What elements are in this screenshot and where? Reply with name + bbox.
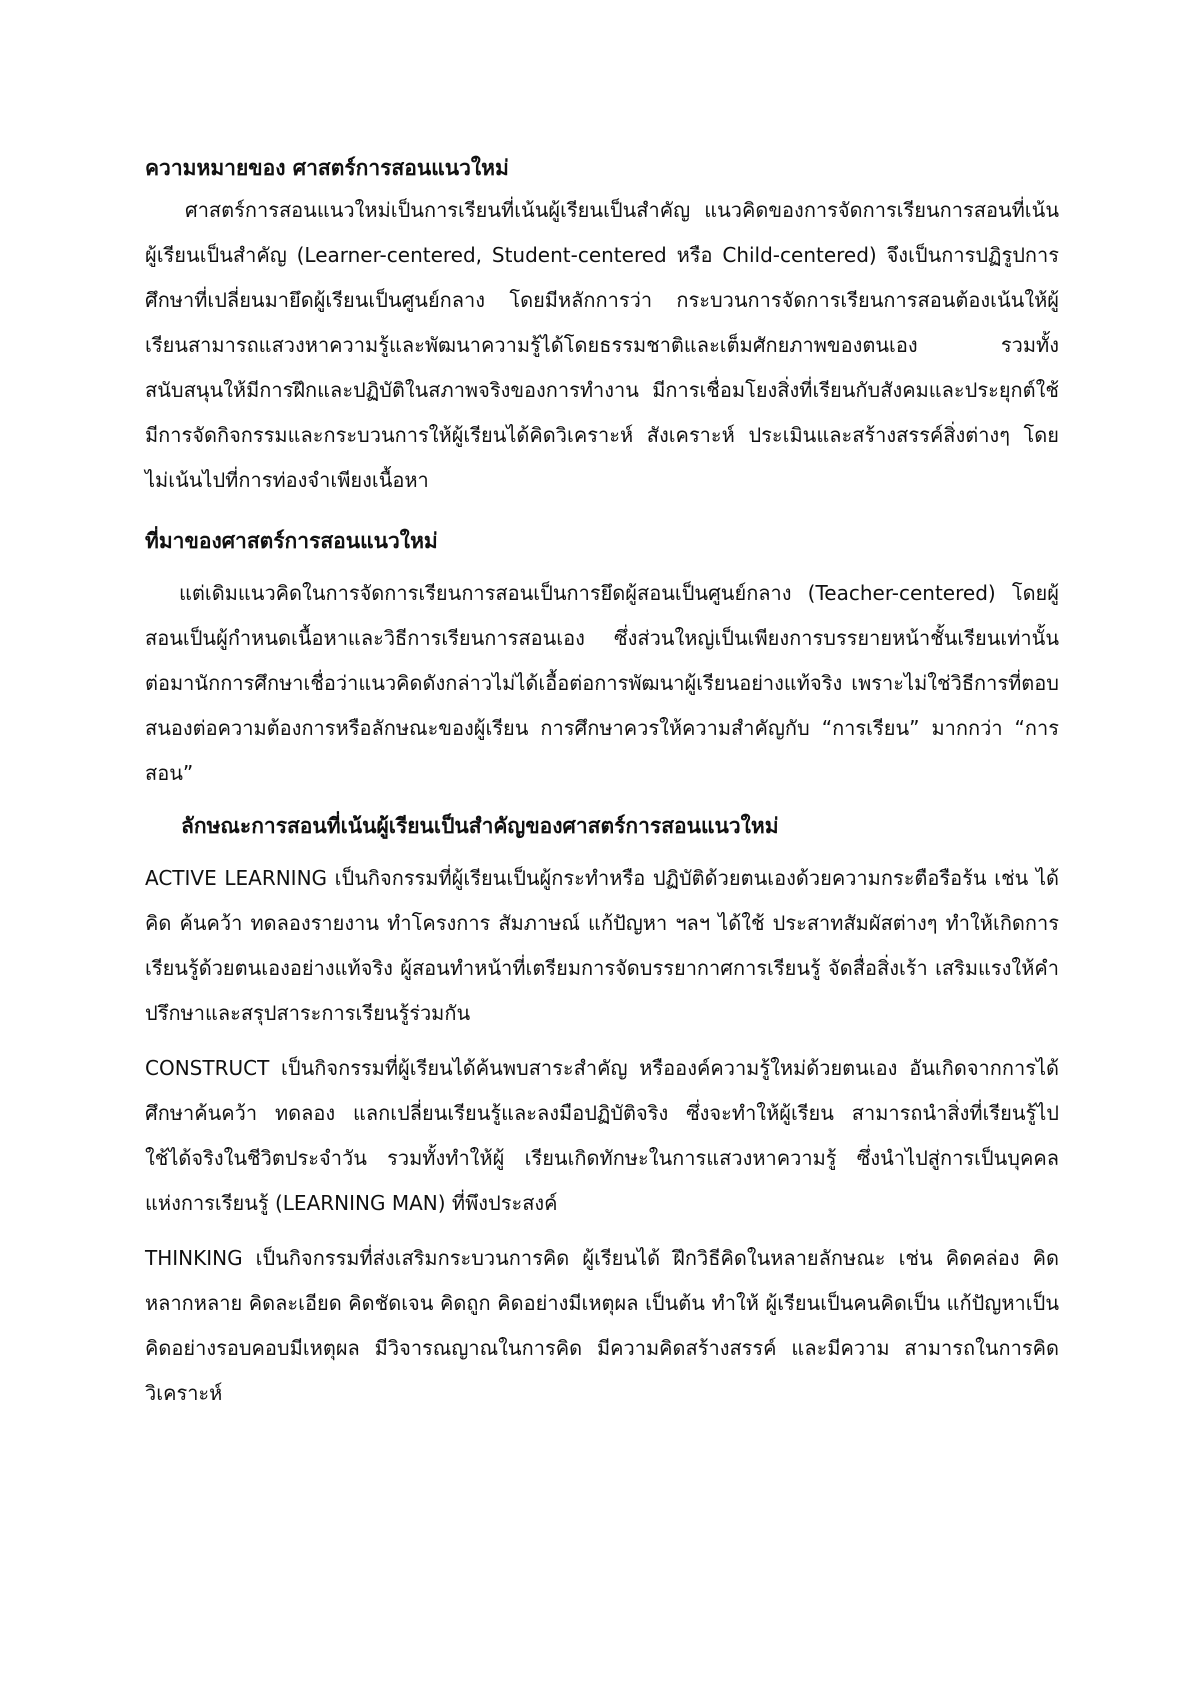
paragraph-thinking: THINKING เป็นกิจกรรมที่ส่งเสริมกระบวนการคิด ผู้เรียนได้ ฝึกวิธีคิดในหลายลักษณะ เช่น คิดคล่อง คิดหลากหลาย คิดละเอียด คิดชัดเจน คิดถูก คิดอย่างมีเหตุผล เป็นต้น ทำให้ ผู้เรียนเป็นคนคิดเป็น แก้ปัญหาเป็น คิดอย่างรอบคอบมีเหตุผล มีวิจารณญาณในการคิด มีความคิดสร้างสรรค์ และมีความ สามารถในการคิดวิเคราะห์ — [145, 1246, 1059, 1405]
spacer — [145, 796, 1059, 806]
paragraph-construct: CONSTRUCT เป็นกิจกรรมที่ผู้เรียนได้ค้นพบสาระสำคัญ หรือองค์ความรู้ใหม่ด้วยตนเอง อันเกิดจากการได้ศึกษาค้นคว้า ทดลอง แลกเปลี่ยนเรียนรู้และลงมือปฏิบัติจริง ซึ่งจะทำให้ผู้เรียน สามารถนำสิ่งที่เรียนรู้ไปใช้ได้จริงในชีวิตประจำวัน รวมทั้งทำให้ผู้ เรียนเกิดทักษะในการแสวงหาความรู้ ซึ่งนำไปสู่การเป็นบุคคล แห่งการเรียนรู้ (LEARNING MAN) ที่พึงประสงค์ — [145, 1056, 1059, 1215]
spacer — [145, 1226, 1059, 1236]
spacer — [145, 503, 1059, 521]
section-heading-meaning: ความหมายของ ศาสตร์การสอนแนวใหม่ — [145, 156, 509, 180]
paragraph-active-learning: ACTIVE LEARNING เป็นกิจกรรมที่ผู้เรียนเป็นผู้กระทำหรือ ปฏิบัติด้วยตนเองด้วยความกระตือรือร้น เช่น ได้คิด ค้นคว้า ทดลองรายงาน ทำโครงการ สัมภาษณ์ แก้ปัญหา ฯลฯ ได้ใช้ ประสาทสัมผัสต่างๆ ทำให้เกิดการเรียนรู้ด้วยตนเองอย่างแท้จริง ผู้สอนทำหน้าที่เตรียมการจัดบรรยากาศการเรียนรู้ จัดสื่อสิ่งเร้า เสริมแรงให้คำปรึกษาและสรุปสาระการเรียนรู้ร่วมกัน — [145, 866, 1059, 1025]
section-heading-origin: ที่มาของศาสตร์การสอนแนวใหม่ — [145, 529, 438, 553]
section-heading-characteristics: ลักษณะการสอนที่เน้นผู้เรียนเป็นสำคัญของศาสตร์การสอนแนวใหม่ — [181, 814, 779, 838]
paragraph-meaning: ศาสตร์การสอนแนวใหม่เป็นการเรียนที่เน้นผู้เรียนเป็นสำคัญ แนวคิดของการจัดการเรียนการสอนที่เน้นผู้เรียนเป็นสำคัญ (Learner-centered, Student-centered หรือ Child-centered) จึงเป็นการปฏิรูปการศึกษาที่เปลี่ยนมายึดผู้เรียนเป็นศูนย์กลาง โดยมีหลักการว่า กระบวนการจัดการเรียนการสอนต้องเน้นให้ผู้เรียนสามารถแสวงหาความรู้และพัฒนาความรู้ได้โดยธรรมชาติและเต็มศักยภาพของตนเอง รวมทั้งสนับสนุนให้มีการฝึกและปฏิบัติในสภาพจริงของการทำงาน มีการเชื่อมโยงสิ่งที่เรียนกับสังคมและประยุกต์ใช้ มีการจัดกิจกรรมและกระบวนการให้ผู้เรียนได้คิดวิเคราะห์ สังเคราะห์ ประเมินและสร้างสรรค์สิ่งต่างๆ โดยไม่เน้นไปที่การท่องจำเพียงเนื้อหา — [145, 198, 1059, 492]
spacer — [145, 561, 1059, 571]
spacer — [145, 1036, 1059, 1046]
paragraph-origin: แต่เดิมแนวคิดในการจัดการเรียนการสอนเป็นการยึดผู้สอนเป็นศูนย์กลาง (Teacher-centered) โดยผู้สอนเป็นผู้กำหนดเนื้อหาและวิธีการเรียนการสอนเอง ซึ่งส่วนใหญ่เป็นเพียงการบรรยายหน้าชั้นเรียนเท่านั้น ต่อมานักการศึกษาเชื่อว่าแนวคิดดังกล่าวไม่ได้เอื้อต่อการพัฒนาผู้เรียนอย่างแท้จริง เพราะไม่ใช่วิธีการที่ตอบสนองต่อความต้องการหรือลักษณะของผู้เรียน การศึกษาควรให้ความสำคัญกับ “การเรียน” มากกว่า “การสอน” — [145, 581, 1059, 785]
document-page — [145, 148, 1059, 1416]
spacer — [145, 846, 1059, 856]
